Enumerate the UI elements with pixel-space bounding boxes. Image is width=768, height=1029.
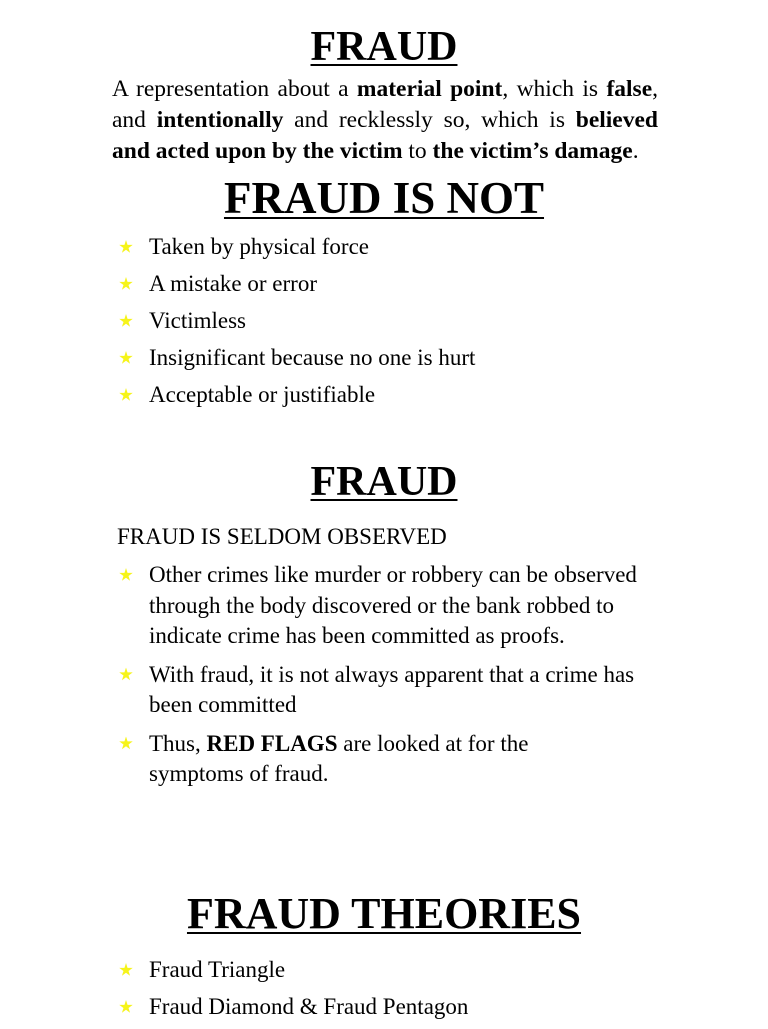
- fraud-theories-title: FRAUD THEORIES: [186, 889, 582, 938]
- fraud-is-not-title: FRAUD IS NOT: [223, 173, 545, 223]
- definition-text: to: [402, 138, 433, 164]
- list-item: [149, 992, 709, 1029]
- definition-text: , and: [112, 76, 658, 133]
- list-item-text: Acceptable or justifiable: [149, 382, 376, 407]
- list-item: [149, 560, 669, 652]
- definition-bold: material point: [356, 76, 503, 102]
- list-item: [149, 729, 589, 790]
- list-item-text: Other crimes like murder or robbery can be observed through the body discovered or the bank robbed to indicate crime has been committed as proofs.: [149, 562, 637, 648]
- definition-text: A representation about a: [112, 76, 357, 102]
- definition-bold: the victim’s damage: [432, 138, 633, 164]
- definition-bold: false: [606, 76, 653, 102]
- star-bullet-icon: [119, 388, 133, 402]
- star-bullet-icon: [119, 351, 133, 365]
- list-item-text: Insignificant because no one is hurt: [149, 345, 476, 370]
- seldom-observed-subtitle: FRAUD IS SELDOM OBSERVED: [117, 524, 447, 549]
- red-flags-emphasis: RED FLAGS: [206, 730, 338, 756]
- list-item-text: are looked at for the symptoms of fraud.: [149, 730, 529, 786]
- fraud-section-title: FRAUD: [310, 459, 458, 505]
- star-bullet-icon: [119, 277, 133, 291]
- list-item-text: Victimless: [149, 308, 246, 333]
- list-item-text: Fraud Triangle: [149, 957, 286, 982]
- definition-text: .: [632, 138, 639, 164]
- fraud-is-not-list: [149, 232, 709, 417]
- definition-bold: intentionally: [156, 107, 284, 133]
- star-bullet-icon: [119, 568, 133, 582]
- star-bullet-icon: [119, 963, 133, 977]
- star-bullet-icon: [119, 314, 133, 328]
- list-item: [149, 955, 709, 992]
- list-item-text: Taken by physical force: [149, 234, 369, 259]
- list-item: [149, 380, 709, 417]
- seldom-observed-list: [149, 560, 669, 790]
- definition-text: , which is: [502, 76, 607, 102]
- list-item: [149, 343, 709, 380]
- definition-bold: believed and acted upon by the victim: [112, 107, 658, 164]
- fraud-title: FRAUD: [310, 24, 458, 70]
- definition-text: and recklessly so, which is: [283, 107, 576, 133]
- star-bullet-icon: [119, 1000, 133, 1014]
- list-item-text: With fraud, it is not always apparent that a crime has been committed: [149, 661, 635, 717]
- list-item: [149, 660, 669, 721]
- list-item: [149, 269, 709, 306]
- list-item: [149, 306, 709, 343]
- list-item-text: Thus,: [149, 730, 207, 756]
- fraud-theories-list: [149, 955, 709, 1029]
- star-bullet-icon: [119, 240, 133, 254]
- list-item-text: A mistake or error: [149, 271, 317, 296]
- fraud-definition: [112, 74, 658, 167]
- star-bullet-icon: [119, 737, 133, 751]
- list-item-text: Fraud Diamond & Fraud Pentagon: [149, 994, 469, 1019]
- list-item: [149, 232, 709, 269]
- star-bullet-icon: [119, 668, 133, 682]
